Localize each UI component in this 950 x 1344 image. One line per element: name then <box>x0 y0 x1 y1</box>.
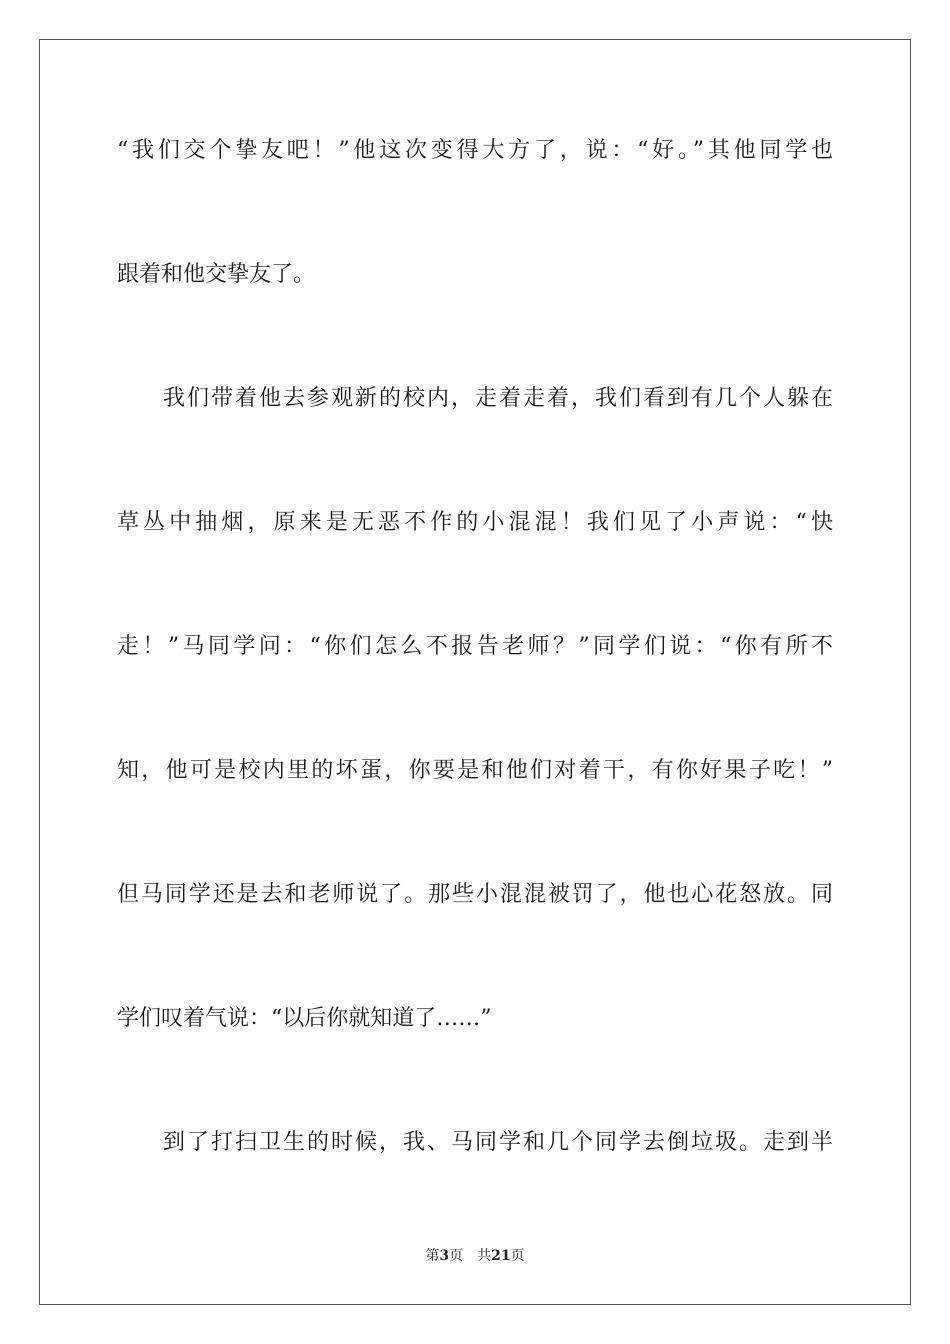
page-number: 3 <box>439 1248 450 1264</box>
text-line: 但马同学还是去和老师说了。那些小混混被罚了，他也心花怒放。同 <box>117 882 833 907</box>
paragraph-start-line: 我们带着他去参观新的校内，走着走着，我们看到有几个人躲在 <box>163 386 833 411</box>
text-line: 草丛中抽烟，原来是无恶不作的小混混！我们见了小声说：“快 <box>117 510 833 535</box>
page-label-prefix: 第 <box>425 1248 440 1264</box>
page-footer <box>0 1246 950 1266</box>
paragraph-start-line: 到了打扫卫生的时候，我、马同学和几个同学去倒垃圾。走到半 <box>163 1130 833 1155</box>
text-line: 学们叹着气说：“以后你就知道了……” <box>117 1006 492 1031</box>
text-line: 知，他可是校内里的坏蛋，你要是和他们对着干，有你好果子吃！” <box>117 758 833 783</box>
total-label-suffix: 页 <box>510 1248 525 1264</box>
total-label-prefix: 共 <box>477 1248 492 1264</box>
page-border <box>39 39 911 1305</box>
text-line: 走！”马同学问：“你们怎么不报告老师？”同学们说：“你有所不 <box>117 634 833 659</box>
page-label-suffix: 页 <box>449 1248 464 1264</box>
total-pages: 21 <box>491 1248 511 1264</box>
text-line: “我们交个挚友吧！”他这次变得大方了，说：“好。”其他同学也 <box>117 138 833 163</box>
text-line: 跟着和他交挚友了。 <box>117 262 316 287</box>
